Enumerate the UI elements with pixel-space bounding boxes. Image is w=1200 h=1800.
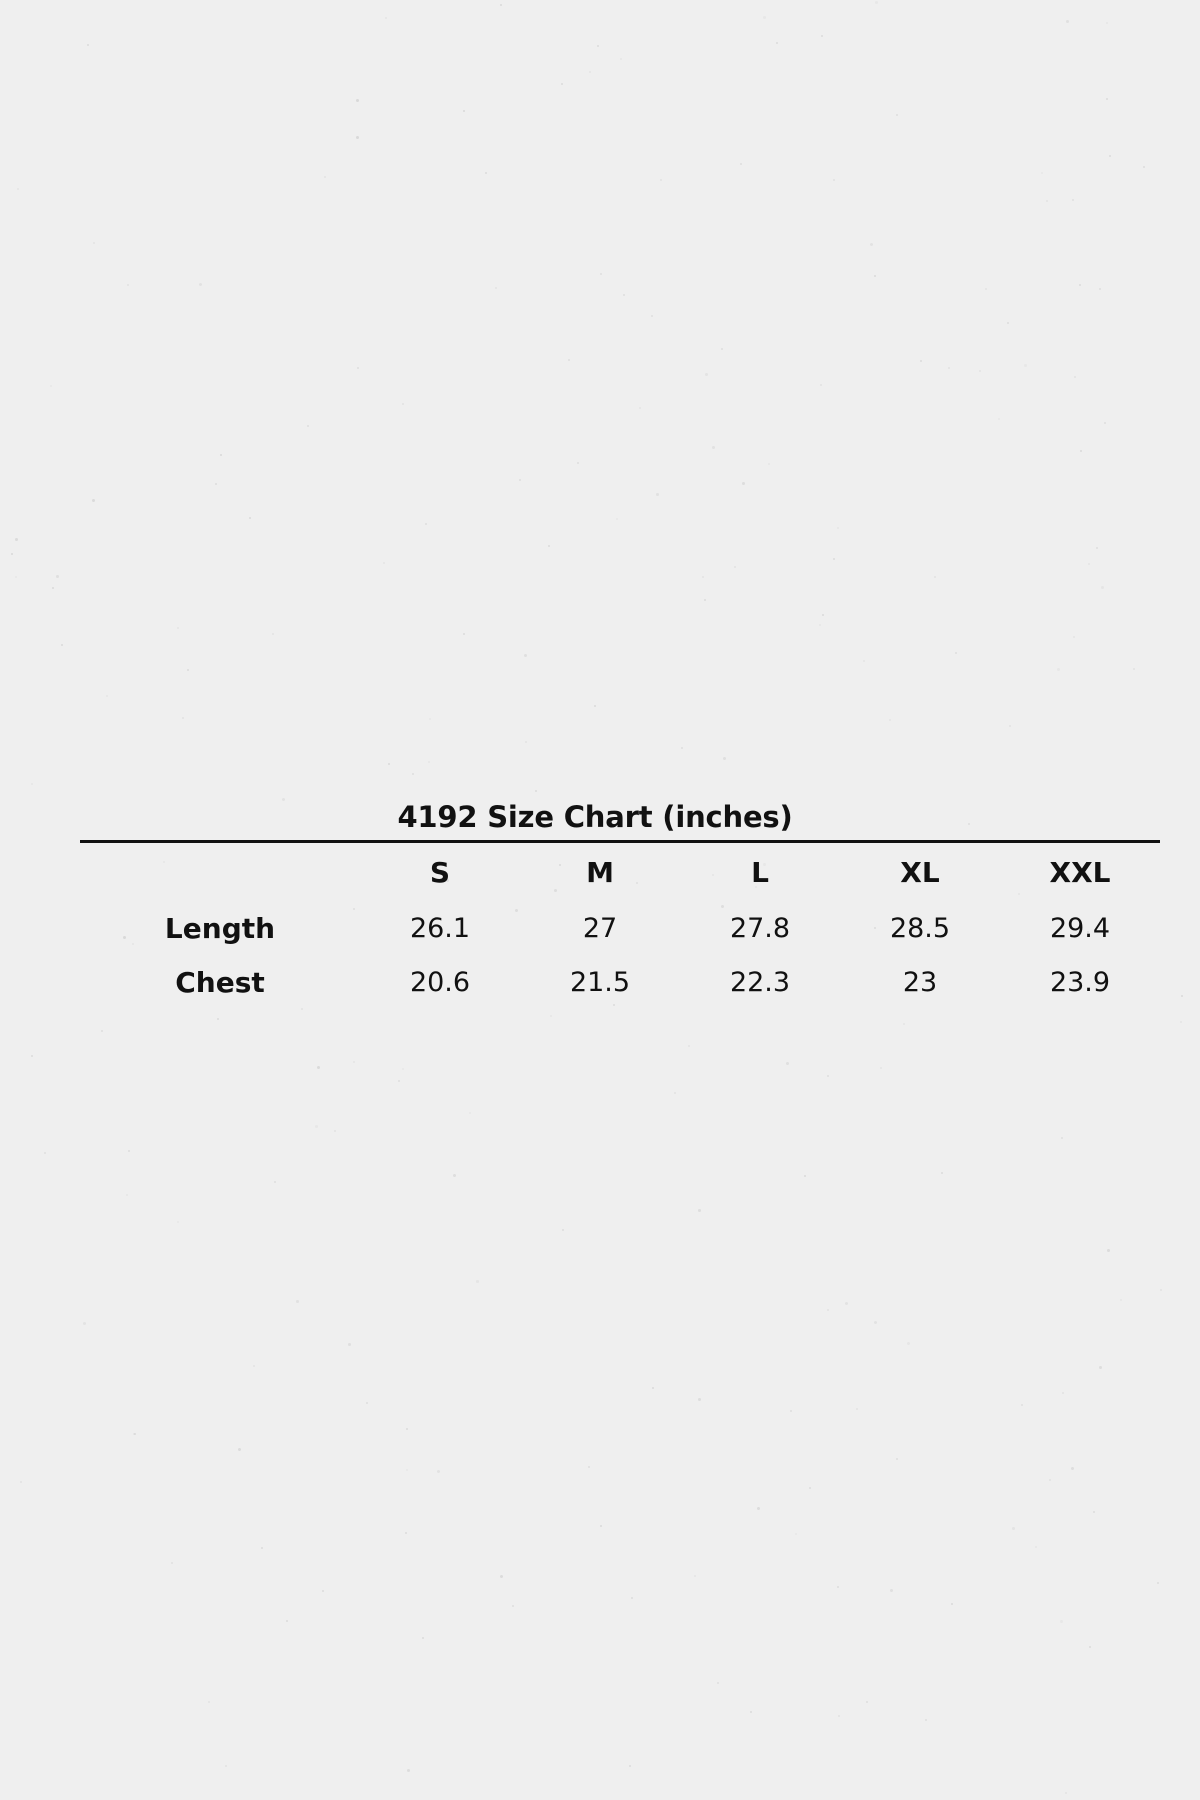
row-header-chest: Chest: [175, 965, 265, 999]
chart-title: 4192 Size Chart (inches): [397, 800, 793, 834]
column-header-xxl: XXL: [1049, 855, 1111, 889]
table-row: [80, 901, 1160, 955]
column-header-l: L: [751, 855, 769, 889]
cell-chest-s: 20.6: [409, 966, 471, 998]
column-header-xl: XL: [900, 855, 940, 889]
table-header: [80, 842, 1160, 902]
cell-chest-l: 22.3: [729, 966, 791, 998]
cell-length-m: 27: [582, 912, 618, 944]
cell-length-s: 26.1: [409, 912, 471, 944]
cell-chest-m: 21.5: [569, 966, 631, 998]
table-header-row: [80, 842, 1160, 902]
table-row: [80, 955, 1160, 1009]
row-header-length: Length: [164, 911, 276, 945]
size-chart: [80, 800, 1111, 1009]
table-corner-cell: [80, 842, 360, 902]
cell-chest-xxl: 23.9: [1049, 966, 1111, 998]
cell-length-l: 27.8: [729, 912, 791, 944]
cell-length-xl: 28.5: [889, 912, 951, 944]
column-header-s: S: [429, 855, 451, 889]
size-chart-table: [80, 840, 1160, 1009]
column-header-m: M: [586, 855, 614, 889]
cell-chest-xl: 23: [902, 966, 938, 998]
table-body: [80, 901, 1160, 1009]
cell-length-xxl: 29.4: [1049, 912, 1111, 944]
